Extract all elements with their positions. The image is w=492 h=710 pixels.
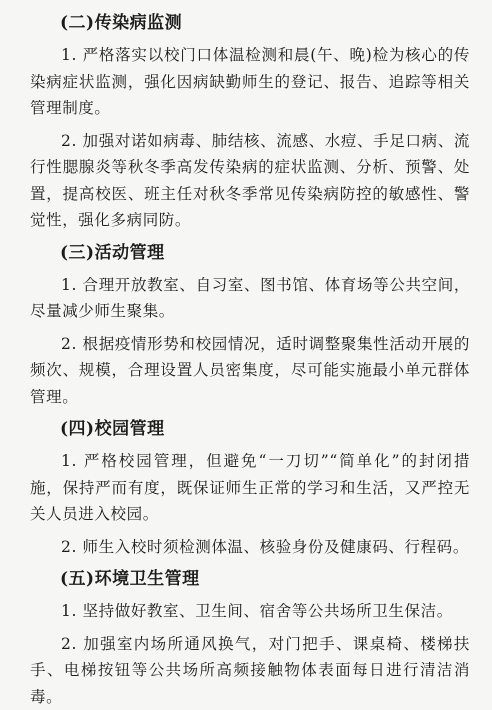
- section-campus-management: [30, 416, 470, 560]
- section-environmental-hygiene: [30, 566, 470, 710]
- section-title: (五)环境卫生管理: [30, 566, 470, 592]
- paragraph: 2. 加强室内场所通风换气，对门把手、课桌椅、楼梯扶手、电梯按钮等公共场所高频接触物体表面每日进行清洁消毒。: [30, 631, 470, 710]
- section-title: (四)校园管理: [30, 416, 470, 442]
- paragraph: 1. 严格落实以校门口体温检测和晨(午、晚)检为核心的传染病症状监测，强化因病缺勤师生的登记、报告、追踪等相关管理制度。: [30, 42, 470, 122]
- paragraph: 1. 合理开放教室、自习室、图书馆、体育场等公共空间，尽量减少师生聚集。: [30, 272, 470, 325]
- section-title: (三)活动管理: [30, 240, 470, 266]
- paragraph: 2. 根据疫情形势和校园情况，适时调整聚集性活动开展的频次、规模，合理设置人员密集度，尽可能实施最小单元群体管理。: [30, 331, 470, 411]
- paragraph: 2. 师生入校时须检测体温、核验身份及健康码、行程码。: [30, 534, 470, 561]
- paragraph: 2. 加强对诺如病毒、肺结核、流感、水痘、手足口病、流行性腮腺炎等秋冬季高发传染病的症状监测、分析、预警、处置，提高校医、班主任对秋冬季常见传染病防控的敏感性、警觉性，强化多病同防。: [30, 128, 470, 234]
- paragraph: 1. 坚持做好教室、卫生间、宿舍等公共场所卫生保洁。: [30, 598, 470, 625]
- section-title: (二)传染病监测: [30, 10, 470, 36]
- paragraph: 1. 严格校园管理，但避免“一刀切”“简单化”的封闭措施，保持严而有度，既保证师生正常的学习和生活，又严控无关人员进入校园。: [30, 448, 470, 528]
- section-disease-monitoring: [30, 10, 470, 234]
- section-activity-management: [30, 240, 470, 411]
